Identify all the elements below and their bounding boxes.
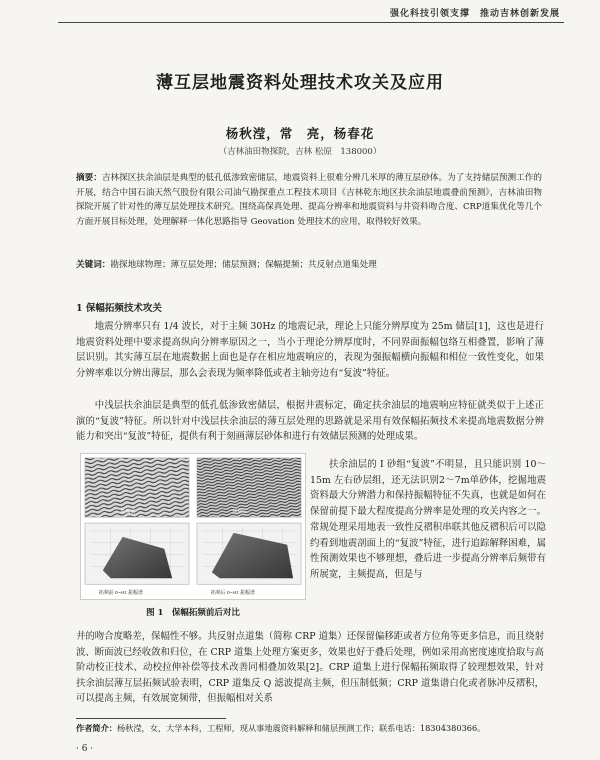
header-rule	[58, 22, 564, 23]
footnote-label: 作者简介：	[76, 723, 117, 733]
keywords-label: 关键词：	[76, 260, 111, 270]
article-title: 薄互层地震资料处理技术攻关及应用	[156, 73, 444, 93]
body-paragraph-1: 地震分辨率只有 1/4 波长，对于主频 30Hz 的地震记录，理论上只能分辨厚度为 25m 储层[1]，这也是进行地震资料处理中要求提高纵向分辨率原因之一，当小于理论分辨厚度时，不同界面振幅包络互相叠置，影响了薄层识别。其实薄互层在地震数据上面也是存在相应地震响应的，表现为强振幅横向振幅和相位一致性变化，如果分辨率难以分辨出薄层，那么会表现为频率降低或者主轴旁边有“复波”特征。	[76, 321, 544, 379]
seismic-section-after	[197, 458, 301, 517]
body-paragraph-4: 井的吻合度略差，保幅性不够。共反射点道集（简称 CRP 道集）还保留偏移距或者方位角等更多信息，而且绕射波、断面波已经收敛和归位，在 CRP 道集上处理方案更多，效果也好于叠后处理，例如采用高密度速度拾取与高阶动校正技术、动校拉伸补偿等技术改善同相叠加效果[2]。CRP 道集上进行保幅拓频取得了较理想效果，针对扶余油层薄互层拓频试验表明，CRP 道集反 Q 滤波提高主频，但压制低频；CRP 道集谱白化或者脉冲反褶积，可以提高主频，有效展宽频带，但振幅相对关系	[76, 631, 544, 704]
footnote-text: 杨秋滢，女，大学本科，工程师，现从事地震资料解释和储层预测工作；联系电话：18304380366。	[116, 723, 486, 733]
abstract-label: 摘要：	[76, 173, 102, 183]
body-paragraph-3	[310, 457, 546, 583]
seismic-section-before	[85, 458, 189, 517]
figure-1-graphic	[81, 454, 305, 599]
authors: 杨秋滢，常 亮，杨春花	[225, 126, 375, 141]
figure-label-after: 拓频后	[232, 510, 248, 516]
running-header: 强化科技引领支撑 推动吉林创新发展	[389, 9, 560, 19]
author-footnote	[76, 723, 546, 734]
abstract	[76, 171, 542, 229]
figure-1	[80, 453, 306, 600]
affiliation: （吉林油田物探院，吉林 松原 138000）	[218, 147, 382, 157]
abstract-text: 吉林探区扶余油层是典型的低孔低渗致密储层，地震资料上很难分辨几米厚的薄互层砂体。为了支持储层预测工作的开展，结合中国石油天然气股份有限公司油气勘探重点工程技术项目《吉林乾东地区扶余油层地震叠前预测》，吉林油田物探院开展了针对性的薄互层处理技术研究。围绕高保真处理、提高分辨率和地震资料与井资料吻合度、CRP道集优化等几个方面开展目标处理，处理解释一体化思路指导 Geovation 处理技术的应用，取得较好效果。	[76, 173, 542, 227]
page-number: · 6 ·	[76, 744, 94, 754]
section-heading: 1 保幅拓频技术攻关	[76, 303, 162, 314]
figure-label-before: 拓频前	[120, 510, 136, 516]
spectrum-label-before: 拓频前 0~Hz 振幅谱	[98, 591, 143, 597]
body-paragraph-3-text: 扶余油层的 I 砂组“复波”不明显，且只能识别 10～15m 左右砂层组，还无法识别2～7m单砂体，挖掘地震资料最大分辨潜力和保持振幅特征不失真，也就是如何在保留前提下最大程度提高分辨率是处理的攻关内容之一。常规处理采用地表一致性反褶积串联其他反褶积后可以隐约看到地震剖面上的“复波”特征，进行追踪解释困难，属性预测效果也不够理想，叠后进一步提高分辨率后频带有所展宽，主频提高，但是与	[310, 459, 546, 580]
spectrum-label-after: 拓频后 0~Hz 振幅谱	[210, 591, 255, 597]
footnote-rule	[76, 718, 226, 719]
keywords	[76, 258, 542, 272]
keywords-text: 勘探地球物理；薄互层处理；储层预测；保幅提频；共反射点道集处理	[110, 260, 377, 270]
figure-caption: 图 1 保幅拓频前后对比	[146, 608, 240, 618]
body-paragraph-2: 中浅层扶余油层是典型的低孔低渗致密储层，根据井震标定，确定扶余油层的地震响应特征就类似于上述正演的“复波”特征。所以针对中浅层扶余油层的薄互层处理的思路就是采用有效保幅拓频技术来提高地震数据分辨能力和突出“复波”特征，提供有利于刻画薄层砂体和进行有效储层预测的处理成果。	[76, 400, 544, 442]
